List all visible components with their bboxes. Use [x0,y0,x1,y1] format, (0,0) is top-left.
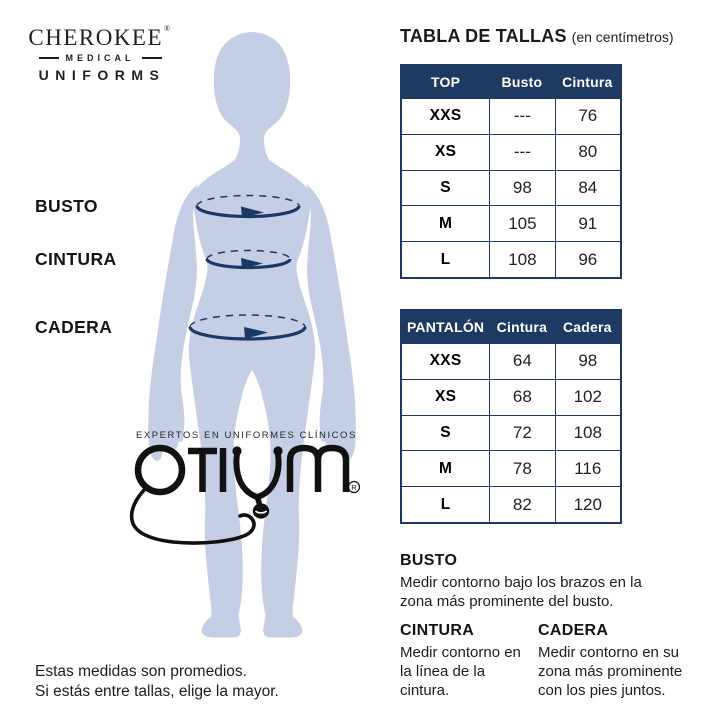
column-header: Cintura [562,74,613,90]
size-cell: XXS [429,352,462,370]
otium-letter-m [290,448,346,492]
table-row [402,170,620,206]
value-cell: 80 [555,135,620,170]
size-cell: L [440,250,451,268]
otium-letter-o [138,448,182,492]
otium-tagline: EXPERTOS EN UNIFORMES CLÍNICOS [136,430,357,441]
value-cell: 82 [489,487,554,522]
pantalon-size-table [400,309,622,524]
instruction-cintura [400,622,532,700]
stethoscope-u-icon [132,446,283,543]
medical-text: MEDICAL [65,53,135,63]
instruction-busto [400,552,660,611]
column-header: Cintura [496,319,548,335]
page-title-unit: (en centímetros) [571,29,674,45]
otium-logo [128,440,378,550]
table-row [402,486,620,522]
column-header: TOP [431,74,461,90]
footnote-line-1: Estas medidas son promedios. [35,663,247,680]
value-cell: 76 [555,99,620,134]
label-cintura: CINTURA [35,249,117,269]
size-cell: XS [434,388,457,406]
column-header: PANTALÓN [406,319,485,335]
instruction-text: Medir contorno en su zona más prominente con los pies juntos. [538,644,683,699]
value-cell: 98 [555,344,620,379]
top-size-table [400,64,622,279]
column-header: Cadera [562,319,612,335]
cherokee-medical-line [26,53,174,63]
value-cell: 116 [555,451,620,486]
cherokee-logo [26,24,174,83]
table-row [402,415,620,451]
dash-right [142,57,162,59]
instruction-text: Medir contorno en la línea de la cintura. [400,644,521,699]
value-cell: 84 [555,171,620,206]
instruction-text: Medir contorno bajo los brazos en la zona más prominente del busto. [400,574,642,610]
footnote [35,662,279,701]
registered-mark: ® [164,24,172,33]
dash-left [39,57,59,59]
value-cell: 78 [489,451,554,486]
table-row [402,343,620,379]
label-busto: BUSTO [35,196,98,216]
stethoscope-tube [132,488,254,543]
table-row [402,241,620,277]
footnote-line-2: Si estás entre tallas, elige la mayor. [35,682,279,700]
otium-letter-t [188,451,217,492]
svg-text:R: R [351,483,357,492]
size-cell: M [438,459,453,477]
otium-registered-mark [349,482,360,493]
value-cell: --- [489,99,554,134]
label-cadera: CADERA [35,317,113,337]
instruction-heading: CINTURA [400,622,475,639]
value-cell: 91 [555,206,620,241]
table-row [402,98,620,134]
uniforms-text: UNIFORMS [38,67,166,83]
instruction-heading: CADERA [538,622,609,639]
value-cell: 68 [489,380,554,415]
size-cell: S [440,423,451,441]
size-cell: S [440,178,451,196]
table-row [402,134,620,170]
top-table-header [402,66,620,98]
size-cell: L [440,495,451,513]
value-cell: 120 [555,487,620,522]
pantalon-table-header [402,311,620,343]
column-header: Busto [501,74,543,90]
value-cell: 98 [489,171,554,206]
size-cell: XS [434,143,457,161]
value-cell: 105 [489,206,554,241]
value-cell: --- [489,135,554,170]
value-cell: 72 [489,416,554,451]
value-cell: 108 [555,416,620,451]
page-title [400,26,674,47]
size-cell: XXS [429,107,462,125]
table-row [402,379,620,415]
page-title-main: TABLA DE TALLAS [400,26,567,46]
instruction-heading: BUSTO [400,552,458,569]
table-row [402,205,620,241]
cherokee-wordmark [26,24,174,51]
table-row [402,450,620,486]
instruction-cadera [538,622,706,700]
cherokee-name-text: CHEROKEE [28,25,164,50]
value-cell: 64 [489,344,554,379]
value-cell: 102 [555,380,620,415]
size-cell: M [438,214,453,232]
value-cell: 96 [555,242,620,277]
value-cell: 108 [489,242,554,277]
